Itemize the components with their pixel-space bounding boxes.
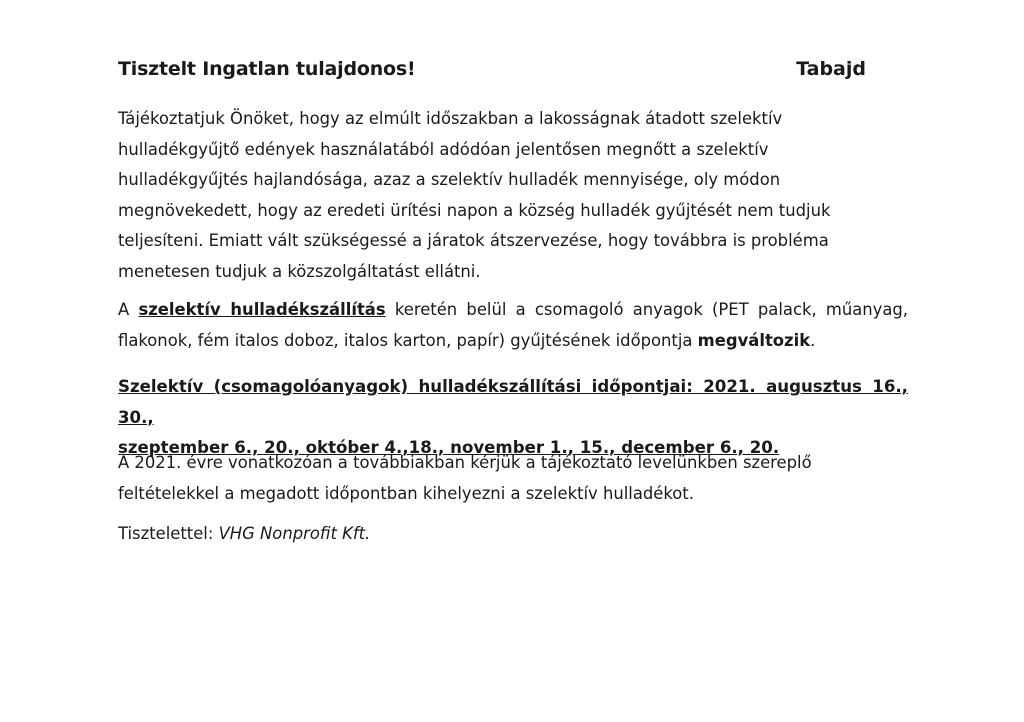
change-notice-paragraph: [118, 295, 908, 356]
service-highlight: szelektív hulladékszállítás: [138, 300, 386, 319]
place-name: Tabajd: [796, 58, 866, 80]
change-notice-text: flakonok, fém italos doboz, italos karton, papír) gyűjtésének időpontja: [118, 330, 693, 350]
intro-line: megnövekedett, hogy az eredeti ürítési napon a község hulladék gyűjtését nem tudjuk: [118, 200, 831, 220]
intro-line: menetesen tudjuk a közszolgáltatást ellátni.: [118, 261, 481, 281]
intro-line: hulladékgyűjtő edények használatából adódóan jelentősen megnőtt a szelektív: [118, 139, 769, 159]
intro-paragraph: [118, 104, 898, 287]
intro-line: teljesíteni. Emiatt vált szükségessé a járatok átszervezése, hogy továbbra is probléma: [118, 231, 829, 250]
change-notice-middle: keretén belül a csomagoló anyagok (PET palack, műanyag,: [394, 300, 909, 319]
greeting-heading: Tisztelt Ingatlan tulajdonos!: [118, 58, 416, 80]
request-paragraph: [118, 448, 908, 509]
letter-header: [118, 58, 866, 88]
schedule-line-2: szeptember 6., 20., október 4.,18., november 1., 15., december 6., 20.: [118, 438, 780, 457]
intro-line: Tájékoztatjuk Önöket, hogy az elmúlt időszakban a lakosságnak átadott szelektív: [118, 109, 783, 128]
intro-line: hulladékgyűjtés hajlandósága, azaz a szelektív hulladék mennyisége, oly módon: [118, 170, 781, 189]
change-notice-end: .: [810, 330, 816, 350]
signature: VHG Nonprofit Kft.: [218, 524, 371, 543]
change-notice-prefix: A: [118, 300, 130, 319]
closing-label: Tisztelettel:: [118, 524, 214, 543]
change-notice-line-2: [118, 326, 908, 357]
change-emphasis: megváltozik: [697, 330, 811, 350]
request-line: A 2021. évre vonatkozóan a továbbiakban kérjük a tájékoztató levelünkben szereplő: [118, 453, 812, 472]
change-notice-line-1: [118, 295, 908, 326]
request-line: feltételekkel a megadott időpontban kihelyezni a szelektív hulladékot.: [118, 483, 694, 503]
closing-line: [118, 519, 908, 550]
schedule-line-1: Szelektív (csomagolóanyagok) hulladékszállítási időpontjai: 2021. augusztus 16., 30.,: [118, 377, 908, 427]
